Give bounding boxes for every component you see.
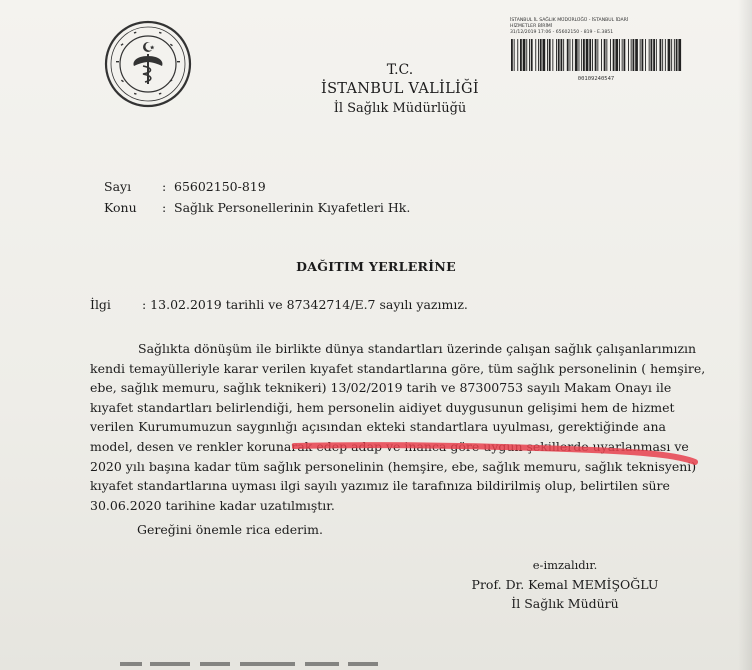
barcode-bar [653,39,655,71]
barcode-bar [619,39,620,71]
red-highlight-underline [292,440,698,466]
konu-row [104,197,410,218]
barcode-bar [671,39,672,71]
barcode-bar [511,39,513,71]
page-edge-shadow [738,0,752,670]
letterhead-mudurluk: İl Sağlık Müdürlüğü [333,101,467,116]
barcode-bar [572,39,573,71]
body-line: 30.06.2020 tarihine kadar uzatılmıştır. [90,497,335,513]
body-line: 2020 yılı başına kadar tüm sağlık personelinin (hemşire, ebe, sağlık memuru, sağlık teknisyeni) [90,458,697,474]
body-line: model, desen ve renkler korunarak edep adap ve inanca göre uygun şekillerde uyarlanması ve [90,438,689,454]
barcode-header-line-1: İSTANBUL İL SAĞLIK MÜDÜRLÜĞÜ - İSTANBUL İDARİ [510,18,629,23]
barcode-bar [649,39,650,71]
letterhead-valilik: İSTANBUL VALİLİĞİ [321,81,479,97]
barcode-bar [592,39,593,71]
barcode-bar [628,39,629,71]
barcode-bar [668,39,671,71]
barcode-bar [531,39,533,71]
barcode-bar [615,39,618,71]
body-line: kıyafet standartları belirlendiği, hem personelin aidiyet duygusunun gelişimi hem de hizmet [90,399,675,415]
barcode-bar [523,39,526,71]
barcode-bar [676,39,678,71]
barcode-bar [547,39,548,71]
body-line: kıyafet standartlarına uyması ilgi sayılı yazımız ile tarafınıza bildirilmiş olup, belirtilen süre [90,478,670,494]
barcode-bar [656,39,657,71]
sayi-colon: : [162,179,167,194]
barcode-bar [526,39,527,71]
barcode-icon [510,39,682,71]
barcode-bar [540,39,542,71]
barcode-header-line-2: HİZMETLER BİRİMİ [510,24,553,29]
barcode-bar [538,39,539,71]
barcode-bar [601,39,602,71]
barcode-bar [622,39,623,71]
signatory-name: Prof. Dr. Kemal MEMİŞOĞLU [471,577,659,592]
ilgi-row [90,297,468,312]
barcode-bar [558,39,560,71]
barcode-bar [595,39,597,71]
barcode-bar [517,39,518,71]
barcode-bar [642,39,644,71]
barcode-bar [556,39,557,71]
document-barcode-block [510,18,690,82]
konu-colon: : [162,200,167,215]
barcode-bar [535,39,536,71]
closing-sentence: Gereğini önemle rica ederim. [137,522,323,537]
barcode-bar [567,39,569,71]
barcode-bar [597,39,598,71]
barcode-bar [606,39,607,71]
sayi-value: 65602150-819 [174,179,266,194]
barcode-bar [635,39,638,71]
barcode-bar [665,39,666,71]
barcode-bar [624,39,626,71]
sayi-row [104,176,410,197]
document-meta [104,176,410,218]
signatory-title: İl Sağlık Müdürü [511,596,619,611]
ilgi-value: : 13.02.2019 tarihli ve 87342714/E.7 sayılı yazımız. [142,297,468,312]
barcode-bar [570,39,571,71]
barcode-bar [660,39,662,71]
document-title: DAĞITIM YERLERİNE [296,259,456,274]
barcode-bar [579,39,580,71]
barcode-bar [586,39,589,71]
ministry-of-health-seal-icon [104,20,192,108]
barcode-bar [563,39,564,71]
barcode-bar [613,39,615,71]
barcode-header-line-3: 31/12/2019 17:06 - 65602150 - 819 - E.3851 [510,30,614,35]
barcode-number: 00109240547 [577,76,615,82]
body-line: kendi temayülleriyle karar verilen kıyafet standartlarına göre, tüm sağlık personelinin ( hemşire, [90,360,706,376]
barcode-bar [610,39,611,71]
barcode-bar [662,39,663,71]
body-line: verilen Kurumumuzun saygınlığı açısından ekteki standartlara uyulması, gerektiğinde ana [90,419,666,435]
barcode-bar [514,39,515,71]
konu-value: Sağlık Personellerinin Kıyafetleri Hk. [174,200,411,215]
sayi-label: Sayı [104,179,132,194]
barcode-bar [678,39,681,71]
body-line: Sağlıkta dönüşüm ile birlikte dünya standartları üzerinde çalışan sağlık çalışanlarımızın [138,341,697,356]
barcode-bar [674,39,675,71]
barcode-bar [651,39,653,71]
signature-block [460,556,670,613]
barcode-bar [640,39,641,71]
letterhead-tc: T.C. [386,62,414,78]
barcode-bar [589,39,591,71]
barcode-bar [552,39,553,71]
body-line: ebe, sağlık memuru, sağlık teknikeri) 13/02/2019 tarih ve 87300753 sayılı Makam Onayı ile [90,380,672,396]
barcode-bar [575,39,578,71]
barcode-bar [604,39,606,71]
konu-label: Konu [104,200,137,215]
barcode-bar [633,39,635,71]
barcode-bar [561,39,563,71]
bottom-cut-off-text [120,658,380,668]
barcode-bar [645,39,646,71]
barcode-bar [529,39,530,71]
barcode-bar [543,39,546,71]
e-signature-note: e-imzalıdır. [532,558,598,572]
barcode-bar [549,39,551,71]
barcode-bar [583,39,585,71]
letterhead [300,61,500,118]
barcode-bar [581,39,582,71]
barcode-bar [520,39,522,71]
barcode-bar [631,39,632,71]
letter-body [90,339,706,515]
ilgi-label: İlgi [90,297,111,312]
